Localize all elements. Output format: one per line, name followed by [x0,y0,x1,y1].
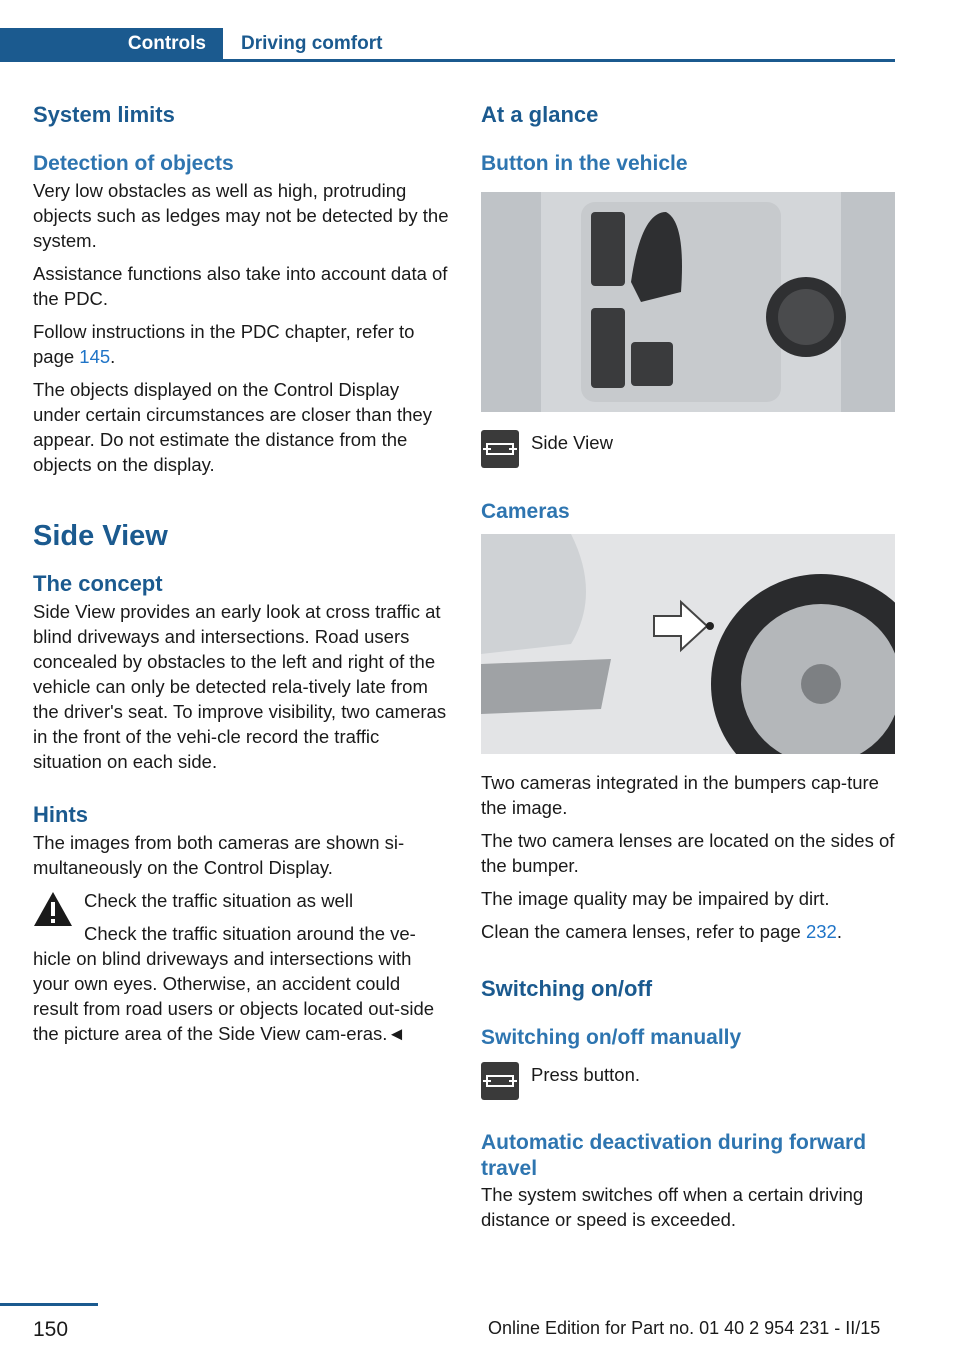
side-view-title: Side View [33,520,168,552]
detection-text-2: Assistance functions also take into account data of the PDC. [33,263,448,309]
page-number: 150 [33,1318,69,1341]
warning-block [33,888,449,913]
switching-heading: Switching on/off [481,976,653,1001]
auto-deactivation-text: The system switches off when a certain driving distance or speed is exceeded. [481,1184,864,1230]
tab-controls[interactable]: Controls [0,28,223,62]
auto-deactivation-heading: Automatic deactivation during forward travel [481,1131,867,1180]
detection-text-4: The objects displayed on the Control Display under certain circumstances are closer than they appear. Do not estimate the distance from the objects on the display. [33,379,432,475]
side-view-button-row [481,430,895,474]
system-limits-heading: System limits [33,102,175,127]
camera-location-photo [481,534,895,754]
manual-switching-heading: Switching on/off manually [481,1026,742,1049]
hints-heading: Hints [33,802,88,827]
edition-info: Online Edition for Part no. 01 40 2 954 231 - II/15 [488,1318,881,1338]
page-link-232[interactable]: 232 [805,921,837,942]
footer-rule [0,1303,98,1306]
concept-heading: The concept [33,571,163,596]
header-rule [0,59,895,62]
press-button-text: Press button. [531,1064,641,1085]
warning-text: Check the traffic situation around the ve‐hicle on blind driveways and intersections with your own eyes. Otherwise, an accident could result from road users or objects located out‐side the picture area of the Side View cam‐eras.◄ [33,923,435,1044]
detection-text-1: Very low obstacles as well as high, protruding objects such as ledges may not be detected by the system. [33,180,449,251]
cameras-text-2: The two camera lenses are located on the sides of the bumper. [481,830,895,876]
detection-heading: Detection of objects [33,152,234,175]
button-heading: Button in the vehicle [481,152,688,175]
warning-title: Check the traffic situation as well [84,890,354,911]
left-column [33,100,449,1054]
concept-text: Side View provides an early look at cross traffic at blind driveways and intersections. Road users concealed by obstacles to the left and right of the vehicle can only be detected rela‐tively late from the driver's seat. To improve visibility, two cameras in the front of the vehi‐cle record the traffic situation on each side. [33,601,447,772]
cameras-heading: Cameras [481,500,570,523]
center-console-photo [481,192,895,412]
detection-text-3: Follow instructions in the PDC chapter, refer to page 145. [33,321,415,367]
side-view-label: Side View [531,432,613,453]
side-view-button-icon[interactable] [481,1062,519,1100]
tab-driving-comfort[interactable]: Driving comfort [241,33,383,54]
cameras-text-4: Clean the camera lenses, refer to page 232. [481,921,842,942]
warning-triangle-icon [33,891,73,927]
cameras-text-1: Two cameras integrated in the bumpers cap‐ture the image. [481,772,879,818]
cameras-text-3: The image quality may be impaired by dirt. [481,888,830,909]
right-column [481,100,895,1240]
page-link-145[interactable]: 145 [79,346,111,367]
hints-text: The images from both cameras are shown si‐multaneously on the Control Display. [33,832,405,878]
page-header [0,28,895,62]
at-a-glance-heading: At a glance [481,102,599,127]
side-view-button-icon[interactable] [481,430,519,468]
press-button-row [481,1062,895,1106]
